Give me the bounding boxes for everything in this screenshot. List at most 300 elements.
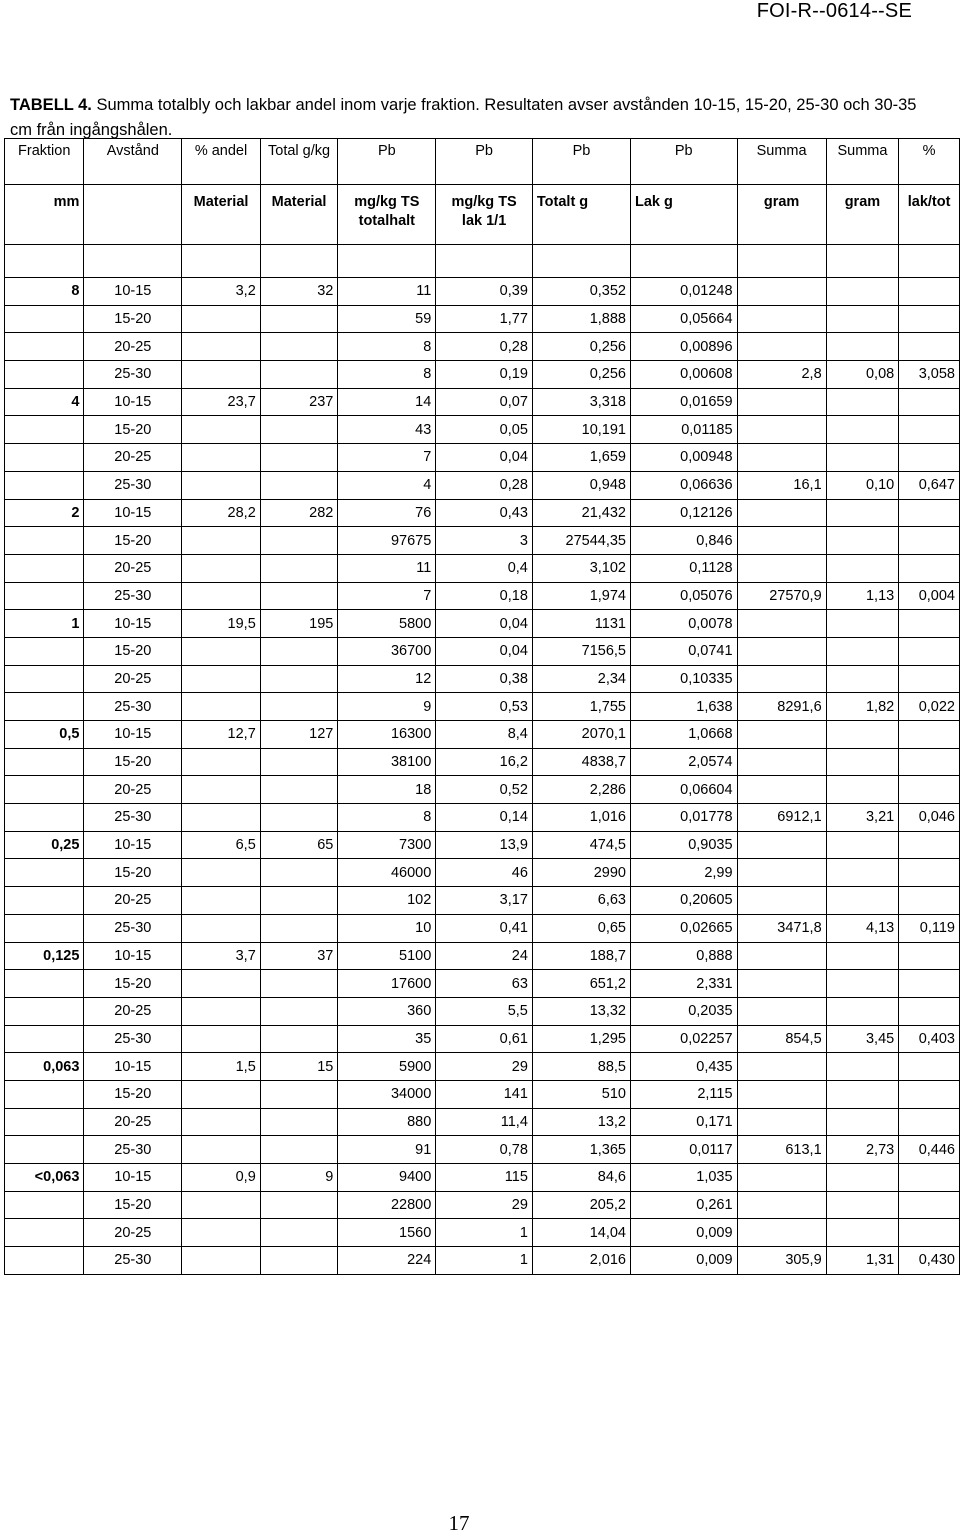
table-cell	[260, 1191, 338, 1219]
table-cell: 20-25	[84, 997, 182, 1025]
header-row-1	[5, 139, 960, 185]
table-cell: 20-25	[84, 887, 182, 915]
table-cell	[5, 1247, 84, 1275]
table-cell: 10-15	[84, 1053, 182, 1081]
table-cell	[182, 776, 261, 804]
table-cell: 7300	[338, 831, 436, 859]
table-cell	[182, 1080, 261, 1108]
table-cell	[260, 444, 338, 472]
table-cell	[5, 305, 84, 333]
table-cell: 0,0078	[630, 610, 737, 638]
table-cell: 20-25	[84, 776, 182, 804]
table-row	[5, 527, 960, 555]
table-cell: 91	[338, 1136, 436, 1164]
table-row	[5, 361, 960, 389]
lead-fraction-table	[4, 138, 960, 1275]
table-cell	[182, 416, 261, 444]
table-cell	[899, 748, 960, 776]
table-cell	[737, 444, 826, 472]
table-cell: 11,4	[436, 1108, 533, 1136]
table-cell	[5, 1025, 84, 1053]
table-cell	[826, 748, 899, 776]
table-cell: 1,0668	[630, 721, 737, 749]
table-cell: 0,25	[5, 831, 84, 859]
header-unit-cell: Material	[182, 185, 261, 245]
table-row	[5, 748, 960, 776]
table-cell: 8	[338, 804, 436, 832]
table-cell: 0,02665	[630, 914, 737, 942]
table-cell	[5, 1219, 84, 1247]
header-spacer-row	[5, 245, 960, 278]
table-cell: 651,2	[532, 970, 630, 998]
table-cell: 0,05	[436, 416, 533, 444]
table-row	[5, 1136, 960, 1164]
table-cell	[260, 665, 338, 693]
table-cell: 1,888	[532, 305, 630, 333]
table-cell	[737, 748, 826, 776]
table-cell	[5, 471, 84, 499]
header-cell: Total g/kg	[260, 139, 338, 185]
table-cell: 0,06604	[630, 776, 737, 804]
table-cell: 4,13	[826, 914, 899, 942]
table-cell	[182, 665, 261, 693]
table-cell	[5, 1080, 84, 1108]
header-cell: % andel	[182, 139, 261, 185]
table-cell	[737, 859, 826, 887]
table-cell: 880	[338, 1108, 436, 1136]
table-cell: 1,13	[826, 582, 899, 610]
table-cell: 10-15	[84, 388, 182, 416]
table-cell	[899, 1080, 960, 1108]
table-cell	[826, 859, 899, 887]
table-cell	[826, 554, 899, 582]
table-row	[5, 997, 960, 1025]
table-cell: 2,73	[826, 1136, 899, 1164]
table-cell	[737, 665, 826, 693]
table-cell	[182, 1108, 261, 1136]
table-cell: 2	[5, 499, 84, 527]
table-row	[5, 444, 960, 472]
table-cell: 0,08	[826, 361, 899, 389]
table-cell: 25-30	[84, 361, 182, 389]
table-cell: 3	[436, 527, 533, 555]
table-cell: 14	[338, 388, 436, 416]
table-row	[5, 1191, 960, 1219]
header-unit-cell: Material	[260, 185, 338, 245]
table-cell: 4	[338, 471, 436, 499]
table-row	[5, 416, 960, 444]
table-cell: 17600	[338, 970, 436, 998]
header-cell: %	[899, 139, 960, 185]
table-cell	[260, 859, 338, 887]
table-cell: 0,846	[630, 527, 737, 555]
table-cell	[260, 416, 338, 444]
table-cell	[737, 997, 826, 1025]
table-cell: 16,1	[737, 471, 826, 499]
table-cell	[826, 942, 899, 970]
table-cell: 2,286	[532, 776, 630, 804]
table-cell: 0,65	[532, 914, 630, 942]
table-cell: 0,948	[532, 471, 630, 499]
table-cell: 10-15	[84, 831, 182, 859]
table-header	[5, 139, 960, 278]
table-cell: 46000	[338, 859, 436, 887]
table-cell: 11	[338, 278, 436, 306]
table-cell	[826, 831, 899, 859]
table-cell	[826, 527, 899, 555]
table-cell: 1	[436, 1247, 533, 1275]
table-cell: 15-20	[84, 859, 182, 887]
table-row	[5, 693, 960, 721]
table-cell: 0,022	[899, 693, 960, 721]
table-cell: 13,2	[532, 1108, 630, 1136]
table-cell	[182, 997, 261, 1025]
table-cell: 0,0117	[630, 1136, 737, 1164]
table-cell	[826, 970, 899, 998]
table-cell: 2,8	[737, 361, 826, 389]
table-cell	[260, 1247, 338, 1275]
table-cell: 15-20	[84, 1080, 182, 1108]
table-cell	[182, 305, 261, 333]
table-cell	[899, 527, 960, 555]
header-unit-cell: Totalt g	[532, 185, 630, 245]
table-cell	[899, 499, 960, 527]
table-cell: 3,102	[532, 554, 630, 582]
table-cell: 0,403	[899, 1025, 960, 1053]
caption-text: Summa totalbly och lakbar andel inom varje fraktion. Resultaten avser avstånden 10-15, 15-20, 25-30 och 30-35 cm från ingångshålen.	[10, 96, 917, 139]
table-cell: 0,20605	[630, 887, 737, 915]
table-cell: 35	[338, 1025, 436, 1053]
table-cell: 25-30	[84, 582, 182, 610]
table-cell	[737, 554, 826, 582]
table-cell	[182, 748, 261, 776]
table-cell	[899, 1164, 960, 1192]
table-cell	[737, 1108, 826, 1136]
table-row	[5, 388, 960, 416]
table-cell	[5, 970, 84, 998]
table-cell	[737, 1164, 826, 1192]
table-cell: 0,41	[436, 914, 533, 942]
table-cell	[260, 914, 338, 942]
table-cell: 15-20	[84, 305, 182, 333]
table-cell: 8	[338, 333, 436, 361]
table-cell: 15-20	[84, 970, 182, 998]
table-cell	[182, 859, 261, 887]
table-cell	[182, 361, 261, 389]
table-cell	[899, 721, 960, 749]
table-cell	[826, 416, 899, 444]
table-cell: 1,31	[826, 1247, 899, 1275]
table-cell: 10-15	[84, 1164, 182, 1192]
table-cell	[899, 887, 960, 915]
table-cell	[826, 665, 899, 693]
table-cell: 10-15	[84, 278, 182, 306]
table-cell	[899, 554, 960, 582]
table-cell: 84,6	[532, 1164, 630, 1192]
table-cell: 8291,6	[737, 693, 826, 721]
table-cell	[899, 776, 960, 804]
table-cell: 1560	[338, 1219, 436, 1247]
table-cell: 20-25	[84, 665, 182, 693]
table-row	[5, 970, 960, 998]
table-cell: 0,01185	[630, 416, 737, 444]
table-cell: 0,12126	[630, 499, 737, 527]
table-cell	[737, 831, 826, 859]
table-cell	[899, 610, 960, 638]
table-cell: 195	[260, 610, 338, 638]
table-cell: 7	[338, 444, 436, 472]
table-cell: 127	[260, 721, 338, 749]
table-cell	[260, 637, 338, 665]
table-cell: 15-20	[84, 1191, 182, 1219]
table-cell: 10	[338, 914, 436, 942]
table-cell	[5, 859, 84, 887]
table-cell	[737, 637, 826, 665]
table-cell: 0,52	[436, 776, 533, 804]
table-cell: 14,04	[532, 1219, 630, 1247]
table-cell	[899, 997, 960, 1025]
table-cell	[899, 388, 960, 416]
table-cell	[826, 278, 899, 306]
table-cell	[737, 1191, 826, 1219]
table-cell	[5, 1136, 84, 1164]
header-cell: Avstånd	[84, 139, 182, 185]
table-cell: 3,45	[826, 1025, 899, 1053]
header-cell: Pb	[532, 139, 630, 185]
table-cell: 0,01659	[630, 388, 737, 416]
table-cell	[260, 970, 338, 998]
table-cell: 0,171	[630, 1108, 737, 1136]
table-cell: 20-25	[84, 1108, 182, 1136]
table-cell	[182, 804, 261, 832]
table-cell: 0,78	[436, 1136, 533, 1164]
table-cell: 0,256	[532, 361, 630, 389]
table-cell: 0,888	[630, 942, 737, 970]
table-cell	[826, 388, 899, 416]
table-cell: 25-30	[84, 693, 182, 721]
table-cell: 360	[338, 997, 436, 1025]
table-cell	[260, 748, 338, 776]
table-row	[5, 1053, 960, 1081]
table-row	[5, 278, 960, 306]
table-cell	[826, 637, 899, 665]
table-cell: 2990	[532, 859, 630, 887]
table-cell	[260, 804, 338, 832]
table-cell	[182, 914, 261, 942]
table-cell: 2,115	[630, 1080, 737, 1108]
table-cell: 10-15	[84, 610, 182, 638]
table-cell	[737, 1219, 826, 1247]
table-cell: 8	[338, 361, 436, 389]
table-cell: 25-30	[84, 1136, 182, 1164]
table-cell: 13,9	[436, 831, 533, 859]
table-cell	[182, 527, 261, 555]
table-row	[5, 665, 960, 693]
table-cell: 0,00608	[630, 361, 737, 389]
table-cell: 613,1	[737, 1136, 826, 1164]
table-cell	[5, 693, 84, 721]
table-cell	[260, 1080, 338, 1108]
table-cell	[899, 444, 960, 472]
table-cell	[5, 527, 84, 555]
table-cell	[737, 970, 826, 998]
table-cell: 59	[338, 305, 436, 333]
table-cell	[826, 444, 899, 472]
table-cell	[737, 776, 826, 804]
table-cell: 15-20	[84, 748, 182, 776]
table-cell	[826, 1191, 899, 1219]
table-cell	[826, 1164, 899, 1192]
table-row	[5, 804, 960, 832]
table-row	[5, 1164, 960, 1192]
table-cell: 6,5	[182, 831, 261, 859]
table-body	[5, 278, 960, 1275]
table-cell: 1	[5, 610, 84, 638]
table-cell: 0,38	[436, 665, 533, 693]
table-row	[5, 859, 960, 887]
table-cell: 0,28	[436, 333, 533, 361]
table-cell	[182, 887, 261, 915]
table-cell: 3,21	[826, 804, 899, 832]
table-cell: 0,647	[899, 471, 960, 499]
table-cell: 224	[338, 1247, 436, 1275]
table-cell: 0,5	[5, 721, 84, 749]
table-cell	[260, 361, 338, 389]
table-cell	[5, 361, 84, 389]
table-cell: 0,28	[436, 471, 533, 499]
table-cell	[826, 610, 899, 638]
table-cell: 28,2	[182, 499, 261, 527]
table-cell: 102	[338, 887, 436, 915]
table-cell: 0,261	[630, 1191, 737, 1219]
table-cell	[182, 637, 261, 665]
table-cell	[182, 333, 261, 361]
table-cell: 282	[260, 499, 338, 527]
document-id: FOI-R--0614--SE	[756, 0, 912, 22]
table-cell	[737, 610, 826, 638]
table-cell: 38100	[338, 748, 436, 776]
table-cell	[182, 1219, 261, 1247]
table-cell: 34000	[338, 1080, 436, 1108]
table-cell	[182, 444, 261, 472]
table-cell: 0,435	[630, 1053, 737, 1081]
table-cell	[737, 887, 826, 915]
table-row	[5, 1080, 960, 1108]
table-cell: 0,02257	[630, 1025, 737, 1053]
table-cell	[260, 887, 338, 915]
table-cell: 27544,35	[532, 527, 630, 555]
table-cell: 29	[436, 1053, 533, 1081]
table-cell: 0,10335	[630, 665, 737, 693]
table-cell	[899, 942, 960, 970]
table-cell: 4838,7	[532, 748, 630, 776]
header-unit-cell: lak/tot	[899, 185, 960, 245]
table-cell: 1,295	[532, 1025, 630, 1053]
table-cell: 8,4	[436, 721, 533, 749]
table-cell: 0,04	[436, 610, 533, 638]
table-cell	[899, 831, 960, 859]
table-cell: 0,4	[436, 554, 533, 582]
table-cell: 25-30	[84, 914, 182, 942]
table-caption	[10, 93, 940, 143]
table-cell	[260, 1025, 338, 1053]
table-cell: 15	[260, 1053, 338, 1081]
table-cell: 46	[436, 859, 533, 887]
table-cell: 19,5	[182, 610, 261, 638]
table-cell: 7156,5	[532, 637, 630, 665]
table-cell: 0,352	[532, 278, 630, 306]
table-cell: 10,191	[532, 416, 630, 444]
table-cell: 1,974	[532, 582, 630, 610]
table-cell	[5, 748, 84, 776]
table-cell	[260, 1108, 338, 1136]
table-cell: 0,430	[899, 1247, 960, 1275]
table-cell	[5, 1191, 84, 1219]
table-cell	[899, 1191, 960, 1219]
table-cell	[5, 665, 84, 693]
table-cell	[737, 1053, 826, 1081]
table-cell: 2,016	[532, 1247, 630, 1275]
table-cell: 65	[260, 831, 338, 859]
table-row	[5, 776, 960, 804]
table-cell: 0,063	[5, 1053, 84, 1081]
caption-label: TABELL 4.	[10, 96, 92, 114]
table-cell: 9	[338, 693, 436, 721]
table-cell	[826, 499, 899, 527]
table-cell	[899, 665, 960, 693]
table-cell: 3,17	[436, 887, 533, 915]
table-cell: 20-25	[84, 1219, 182, 1247]
table-cell: 2,331	[630, 970, 737, 998]
table-cell: 854,5	[737, 1025, 826, 1053]
table-cell: 36700	[338, 637, 436, 665]
table-cell	[260, 776, 338, 804]
table-cell	[899, 970, 960, 998]
header-unit-cell	[84, 185, 182, 245]
table-cell: 0,01778	[630, 804, 737, 832]
table-cell	[182, 1025, 261, 1053]
table-cell: 1,638	[630, 693, 737, 721]
table-cell: 10-15	[84, 499, 182, 527]
table-cell: 25-30	[84, 471, 182, 499]
table-cell: 20-25	[84, 554, 182, 582]
table-cell: 37	[260, 942, 338, 970]
table-cell	[260, 527, 338, 555]
table-cell: 21,432	[532, 499, 630, 527]
table-cell	[899, 859, 960, 887]
table-row	[5, 831, 960, 859]
table-cell: 25-30	[84, 804, 182, 832]
table-cell: 0,2035	[630, 997, 737, 1025]
table-cell: 1	[436, 1219, 533, 1247]
table-cell: 10-15	[84, 942, 182, 970]
table-cell: 1131	[532, 610, 630, 638]
table-row	[5, 471, 960, 499]
table-cell: 0,004	[899, 582, 960, 610]
table-cell: 23,7	[182, 388, 261, 416]
table-cell	[826, 721, 899, 749]
table-cell	[737, 942, 826, 970]
table-cell	[899, 1219, 960, 1247]
table-cell: 0,009	[630, 1247, 737, 1275]
table-cell	[737, 1080, 826, 1108]
table-cell: 0,1128	[630, 554, 737, 582]
table-cell: 9	[260, 1164, 338, 1192]
table-cell: 5900	[338, 1053, 436, 1081]
table-cell: 5800	[338, 610, 436, 638]
header-unit-cell: gram	[826, 185, 899, 245]
table-cell: 0,43	[436, 499, 533, 527]
